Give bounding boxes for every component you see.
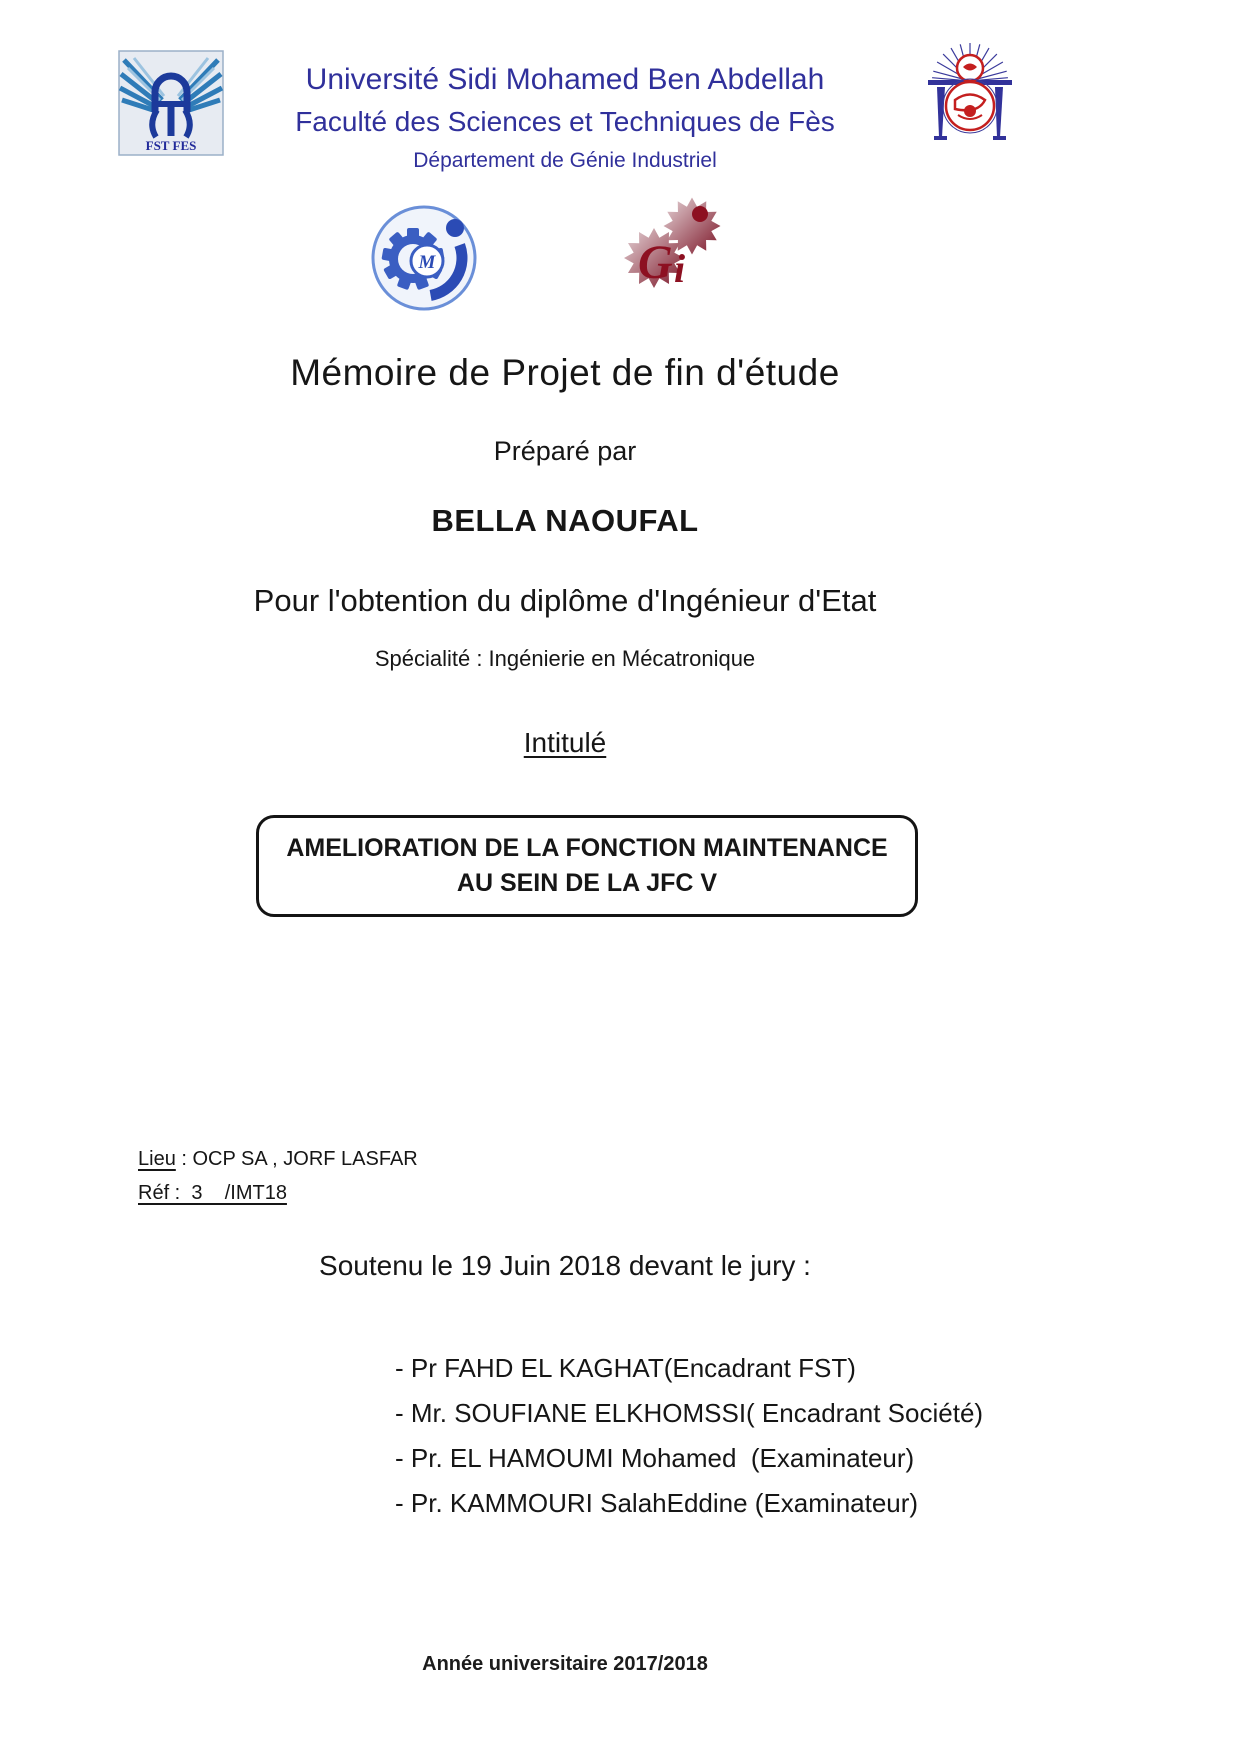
academic-year: Année universitaire 2017/2018 [422,1653,708,1675]
university-emblem-icon [922,36,1018,150]
project-title-line1: AMELIORATION DE LA FONCTION MAINTENANCE [286,834,888,862]
genie-industriel-logo-icon [616,194,728,302]
fst-fes-logo-text: FST FES [145,138,197,153]
intitule-label: Intitulé [523,727,607,758]
faculty-name: Faculté des Sciences et Techniques de Fès [295,106,835,137]
prepared-by-label: Préparé par [493,436,637,466]
mechatronics-logo-icon [366,202,482,314]
jury-member-1: - Pr FAHD EL KAGHAT(Encadrant FST) [395,1353,856,1383]
project-title-line2: AU SEIN DE LA JFC V [456,869,718,897]
jury-list [395,1346,983,1526]
gi-logo-dot [692,206,708,222]
author-name: BELLA NAOUFAL [431,503,699,538]
department-name: Département de Génie Industriel [413,149,717,172]
mechatronics-logo-letter: M [418,252,436,273]
project-title-box [256,815,918,917]
gi-logo-letter-g: G [638,236,673,289]
location-value: : OCP SA , JORF LASFAR [175,1148,418,1170]
gi-logo-letter-i: i [674,246,686,291]
degree-line: Pour l'obtention du diplôme d'Ingénieur d'Etat [253,583,877,618]
university-name: Université Sidi Mohamed Ben Abdellah [305,63,825,96]
location-line [138,1148,418,1171]
defense-line: Soutenu le 19 Juin 2018 devant le jury : [319,1250,811,1281]
document-title: Mémoire de Projet de fin d'étude [290,352,840,393]
jury-member-4: - Pr. KAMMOURI SalahEddine (Examinateur) [395,1488,919,1518]
jury-member-2: - Mr. SOUFIANE ELKHOMSSI( Encadrant Société) [395,1398,984,1428]
location-label: Lieu [138,1148,176,1170]
jury-member-3: - Pr. EL HAMOUMI Mohamed (Examinateur) [395,1443,915,1473]
reference-line: Réf : 3 /IMT18 [138,1182,287,1204]
specialty-line: Spécialité : Ingénierie en Mécatronique [374,646,756,671]
intitule-heading [0,727,1130,759]
